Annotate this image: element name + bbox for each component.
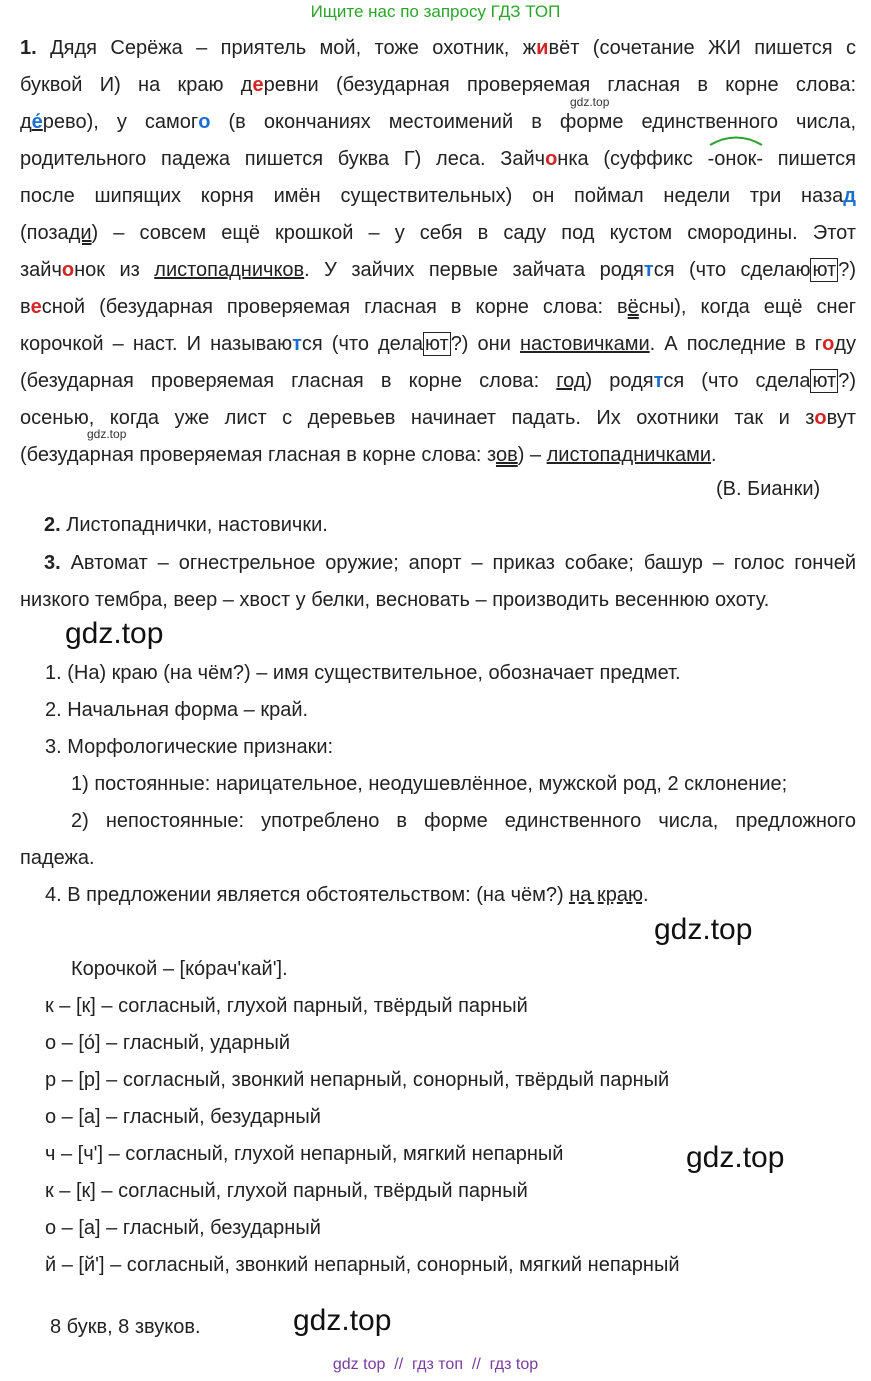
text: ) –	[517, 444, 547, 466]
author: (В. Бианки)	[716, 478, 821, 500]
text: ?)	[838, 259, 857, 281]
morph-item-1: 1. (На) краю (на чём?) – имя существительное, обозначает предмет.	[45, 662, 681, 684]
p1-line-10	[20, 363, 856, 400]
highlight-letter: т	[653, 370, 664, 392]
morph-item-3b-line-1	[20, 803, 856, 840]
watermark-big-4: gdz.top	[293, 1304, 392, 1337]
p3-line-2: низкого тембра, веер – хвост у белки, весновать – производить весеннюю охоту.	[20, 589, 770, 611]
highlight-letter: е	[30, 296, 42, 318]
text: .	[642, 884, 649, 906]
part1-number: 1.	[20, 37, 37, 59]
text: .	[711, 444, 717, 466]
text: осенью, когда уже лист с деревьев начинает падать. Их охотники так и з	[20, 407, 815, 429]
text: . А последние в г	[649, 333, 823, 355]
ending-box: ют	[812, 259, 837, 281]
phonetic-row: к – [к] – согласный, глухой парный, твёрдый парный	[45, 1180, 528, 1202]
part1-paragraph	[20, 30, 856, 474]
underlined-text: на краю	[569, 884, 643, 906]
text: после шипящих корня имён существительных) он поймал недели три наза	[20, 185, 844, 207]
phonetic-row: й – [й'] – согласный, звонкий непарный, сонорный, мягкий непарный	[45, 1254, 680, 1276]
highlight-letter: д	[843, 185, 856, 207]
text: рево), у самог	[42, 111, 199, 133]
p1-line-9	[20, 326, 856, 363]
underlined-text: листопадничками	[546, 444, 712, 466]
text: нок из	[74, 259, 155, 281]
underlined-text: листопадничков	[154, 259, 305, 281]
underlined-text: ди	[68, 222, 92, 244]
phonetic-summary: 8 букв, 8 звуков.	[50, 1316, 201, 1338]
text: ся (что дела	[301, 333, 423, 355]
text: вёт (сочетание ЖИ пишется с	[548, 37, 856, 59]
part3	[20, 545, 856, 619]
highlight-letter: о	[814, 407, 827, 429]
underlined-text	[20, 111, 43, 133]
underlined-text: год	[556, 370, 586, 392]
highlight-letter: т	[643, 259, 654, 281]
highlight-letter: и	[536, 37, 549, 59]
part3-number: 3.	[44, 552, 61, 574]
text: (безударная проверяемая гласная в корне слова:	[20, 370, 557, 392]
highlight-letter: о	[822, 333, 835, 355]
phonetic-row: к – [к] – согласный, глухой парный, твёрдый парный	[45, 995, 528, 1017]
highlight-letter: е	[252, 74, 264, 96]
text: 4. В предложении является обстоятельством: (на чём?)	[45, 884, 570, 906]
text: Автомат – огнестрельное оружие; апорт – приказ собаке; башур – голос гончей	[70, 552, 856, 574]
footer-links: gdz top // гдз топ // гдз top	[332, 1356, 539, 1373]
phonetic-row: о – [а] – гласный, безударный	[45, 1217, 321, 1239]
watermark-small-2: gdz.top	[87, 427, 127, 441]
text: (в окончаниях местоимений в форме единственного числа,	[210, 111, 856, 133]
ending-box: ют	[424, 333, 449, 355]
text: зайч	[20, 259, 62, 281]
morph-item-3: 3. Морфологические признаки:	[45, 736, 334, 758]
text: ) родя	[585, 370, 654, 392]
p1-line-2	[20, 67, 856, 104]
watermark-small-1: gdz.top	[570, 95, 610, 109]
text: ) – совсем ещё крошкой – у себя в саду под кустом смородины. Этот	[91, 222, 856, 244]
p1-line-12	[20, 437, 856, 474]
watermark-big-1: gdz.top	[65, 617, 164, 650]
text: (безударная проверяемая гласная в корне слова: з	[20, 444, 496, 466]
p1-line-7	[20, 252, 856, 289]
part2-number: 2.	[44, 514, 61, 536]
highlight-letter: о	[545, 148, 558, 170]
text: Дядя Серёжа – приятель мой, тоже охотник, ж	[50, 37, 537, 59]
phonetic-row: ч – [ч'] – согласный, глухой непарный, мягкий непарный	[45, 1143, 564, 1165]
text: д	[20, 111, 32, 133]
morph-item-4	[45, 884, 649, 907]
text: сной (безударная проверяемая гласная в корне слова: в	[41, 296, 628, 318]
highlight-letter: е́	[31, 111, 43, 133]
text: ся (что сдела	[663, 370, 811, 392]
text: в	[20, 296, 31, 318]
text: ревни (безударная проверяемая гласная в корне слова:	[263, 74, 857, 96]
watermark-big-3: gdz.top	[686, 1141, 785, 1174]
text: ?) они	[450, 333, 520, 355]
p1-line-8	[20, 289, 856, 326]
text: ся (что сделаю	[653, 259, 811, 281]
phonetic-word: Корочкой – [ко́рач'кай'].	[71, 958, 288, 980]
part2	[44, 514, 328, 537]
highlight-letter: о	[61, 259, 75, 281]
top-banner: Ищите нас по запросу ГДЗ ТОП	[310, 2, 561, 21]
underlined-text: ё	[627, 296, 639, 318]
text: ?)	[838, 370, 856, 392]
p1-line-1	[20, 30, 856, 67]
p1-line-6	[20, 215, 856, 252]
text: нка (суффикс -онок- пишется	[557, 148, 857, 170]
text: родительного падежа пишется буква Г) леса. Зайч	[20, 148, 546, 170]
text: . У зайчих первые зайчата родя	[304, 259, 644, 281]
morph-item-3b	[20, 803, 856, 877]
text: ду	[834, 333, 856, 355]
p3-line-1	[20, 545, 856, 582]
watermark-big-2: gdz.top	[654, 913, 753, 946]
phonetic-row: о – [о́] – гласный, ударный	[45, 1032, 291, 1054]
morph-item-2: 2. Начальная форма – край.	[45, 699, 309, 721]
text: корочкой – наст. И называю	[20, 333, 293, 355]
morph-item-3b-line-2: падежа.	[20, 847, 95, 869]
suffix-arc-icon	[706, 132, 766, 148]
phonetic-row: р – [р] – согласный, звонкий непарный, сонорный, твёрдый парный	[45, 1069, 670, 1091]
text: (поза	[20, 222, 69, 244]
underlined-text: ов	[495, 444, 518, 466]
text: вут	[826, 407, 856, 429]
highlight-letter: о	[198, 111, 211, 133]
p1-line-11	[20, 400, 856, 437]
p1-line-5	[20, 178, 856, 215]
text: 2) непостоянные: употреблено в форме единственного числа, предложного	[71, 810, 856, 832]
highlight-letter: т	[292, 333, 302, 355]
morph-item-3a: 1) постоянные: нарицательное, неодушевлённое, мужской род, 2 склонение;	[71, 773, 788, 795]
part2-text: Листопаднички, настовички.	[66, 514, 328, 536]
underlined-text: настовичками	[519, 333, 650, 355]
text: буквой И) на краю д	[20, 74, 253, 96]
phonetic-row: о – [а] – гласный, безударный	[45, 1106, 321, 1128]
text: сны), когда ещё снег	[638, 296, 856, 318]
ending-box: ют	[812, 370, 837, 392]
